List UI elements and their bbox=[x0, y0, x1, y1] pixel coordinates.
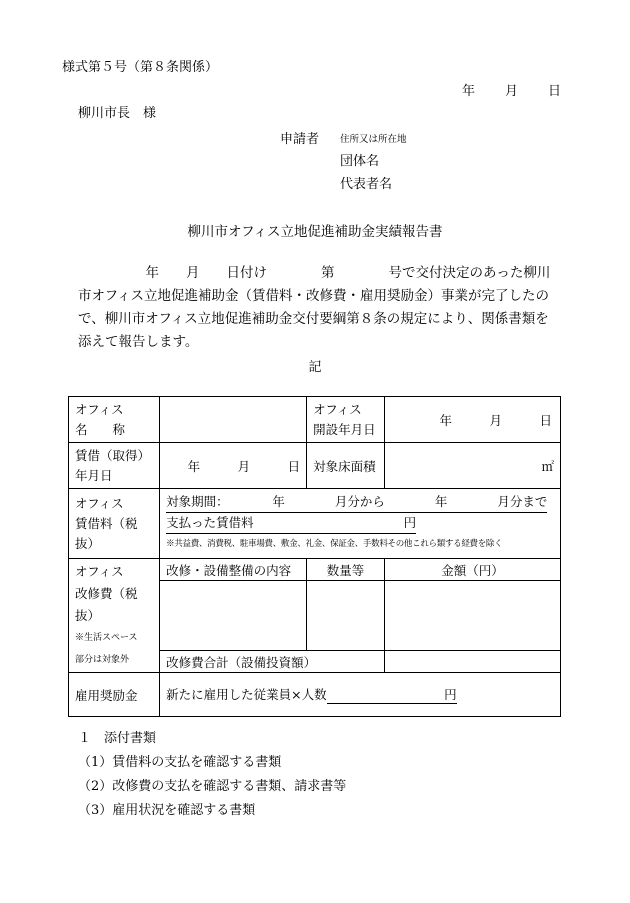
renov-col-qty: 数量等 bbox=[307, 559, 385, 581]
employ-field[interactable] bbox=[160, 673, 561, 717]
rent-label: オフィス 賃借料（税抜） bbox=[69, 489, 160, 559]
attachment-item-1: （1）賃借料の支払を確認する書類 bbox=[78, 755, 282, 770]
employ-text: 新たに雇用した従業員×人数 bbox=[166, 687, 327, 702]
date-year: 年 bbox=[462, 84, 476, 99]
paid-rent: 支払った賃借料 円 bbox=[166, 513, 416, 534]
office-open-date-field[interactable]: 年 月 日 bbox=[385, 397, 561, 443]
ki-heading: 記 bbox=[308, 360, 322, 375]
renov-col-content: 改修・設備整備の内容 bbox=[160, 559, 307, 581]
applicant-rep-label: 代表者名 bbox=[340, 177, 393, 192]
date-day: 日 bbox=[548, 84, 562, 99]
attachment-item-2: （2）改修費の支払を確認する書類、請求書等 bbox=[78, 779, 347, 794]
rent-note: ※共益費、消費税、駐車場費、敷金、礼金、保証金、手数料その他これら類する経費を除く bbox=[166, 539, 503, 549]
floor-area-field[interactable]: ㎡ bbox=[385, 443, 561, 489]
applicant-address-label: 住所又は所在地 bbox=[340, 134, 407, 145]
renov-col-amount: 金額（円） bbox=[385, 559, 561, 581]
report-date bbox=[462, 80, 561, 99]
date-month: 月 bbox=[505, 84, 519, 99]
body-line-4: 添えて報告します。 bbox=[78, 334, 199, 350]
employ-label: 雇用奨励金 bbox=[69, 673, 160, 717]
lease-date-field[interactable]: 年 月 日 bbox=[160, 443, 307, 489]
applicant-label: 申請者 bbox=[280, 132, 320, 147]
form-number: 様式第５号（第８条関係） bbox=[62, 60, 219, 75]
employ-amount-line: 円 bbox=[327, 685, 457, 704]
attachment-item-3: （3）雇用状況を確認する書類 bbox=[78, 803, 256, 818]
rent-details[interactable] bbox=[160, 489, 561, 559]
renov-amount-field[interactable] bbox=[385, 581, 561, 651]
applicant-org-label: 団体名 bbox=[340, 154, 380, 169]
addressee: 柳川市長 様 bbox=[78, 106, 157, 121]
document-title: 柳川市オフィス立地促進補助金実績報告書 bbox=[187, 224, 443, 240]
office-name-field[interactable] bbox=[160, 397, 307, 443]
attachments-heading: １ 添付書類 bbox=[78, 731, 157, 746]
renov-content-field[interactable] bbox=[160, 581, 307, 651]
office-open-label: オフィス 開設年月日 bbox=[307, 397, 385, 443]
rent-period: 対象期間： 年 月分から 年 月分まで bbox=[166, 492, 547, 513]
body-line-3: で、柳川市オフィス立地促進補助金交付要綱第８条の規定により、関係書類を bbox=[78, 311, 549, 327]
renov-label: オフィス 改修費（税抜） ※生活スペース 部分は対象外 bbox=[69, 559, 160, 673]
renov-qty-field[interactable] bbox=[307, 581, 385, 651]
report-body bbox=[78, 262, 560, 354]
lease-date-label: 賃借（取得） 年月日 bbox=[69, 443, 160, 489]
renov-total-label: 改修費合計（設備投資額） bbox=[160, 651, 385, 673]
renov-total-field[interactable] bbox=[385, 651, 561, 673]
floor-area-label: 対象床面積 bbox=[307, 443, 385, 489]
report-table bbox=[68, 396, 561, 717]
body-line-1: 年 月 日付け 第 号で交付決定のあった柳川 bbox=[78, 265, 551, 281]
office-name-label: オフィス 名 称 bbox=[69, 397, 160, 443]
body-line-2: 市オフィス立地促進補助金（賃借料・改修費・雇用奨励金）事業が完了したの bbox=[78, 288, 550, 304]
